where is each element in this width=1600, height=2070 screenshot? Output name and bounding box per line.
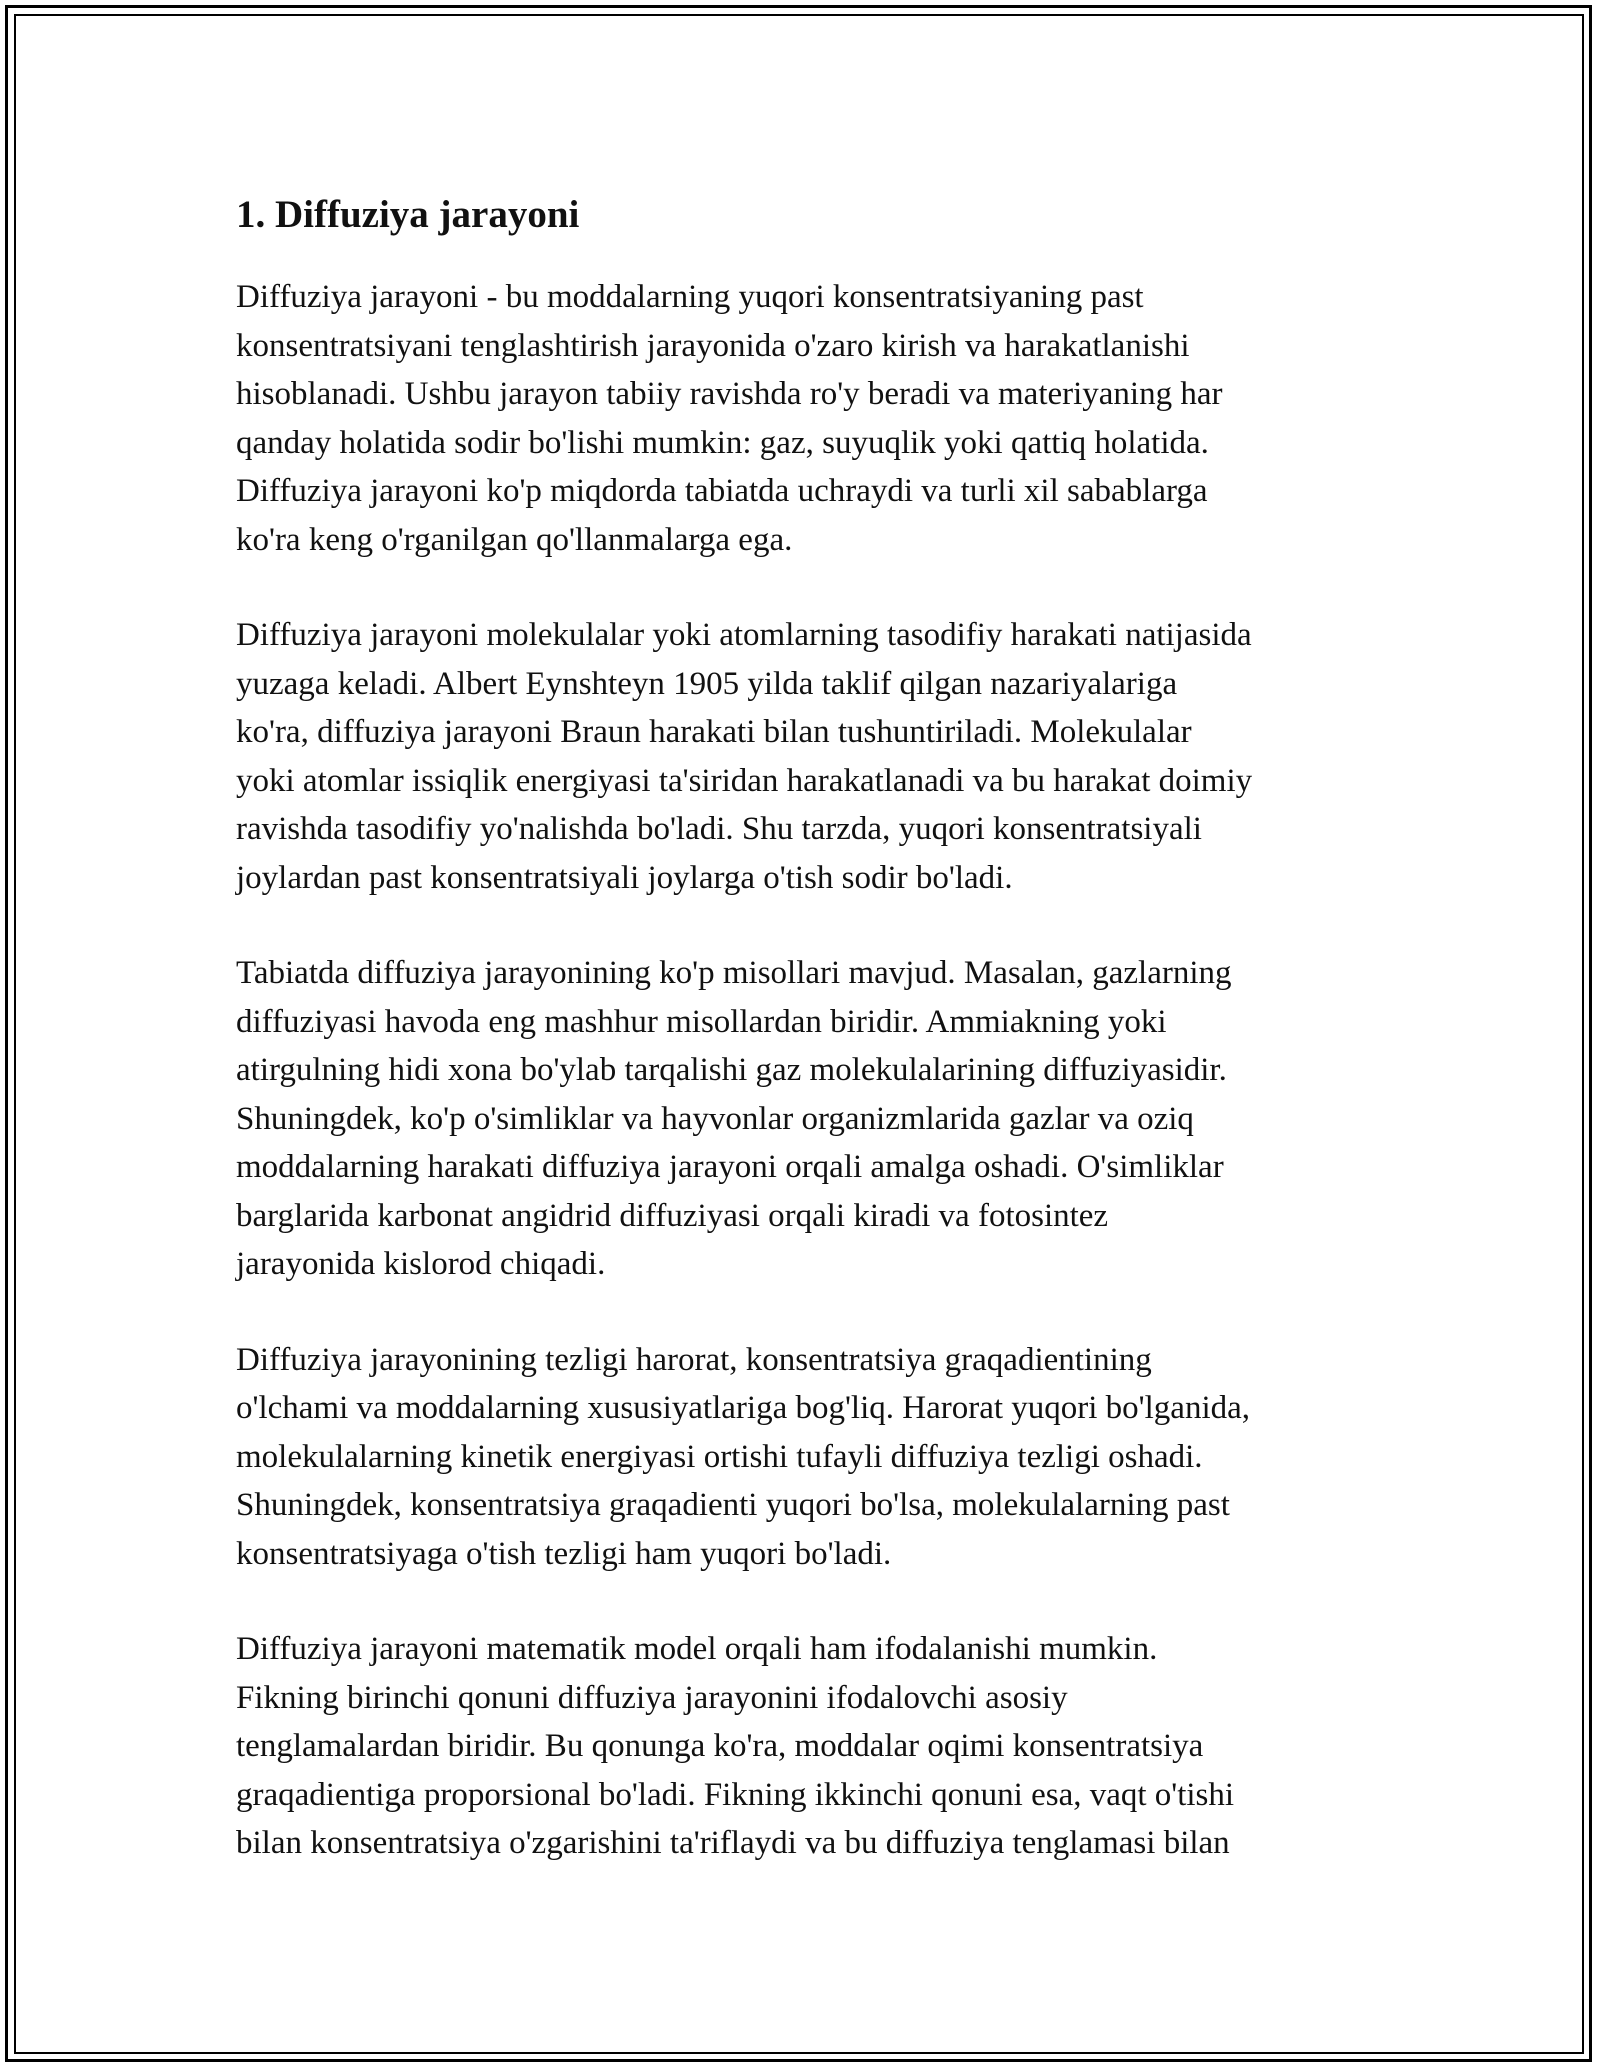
paragraph-line: jarayonida kislorod chiqadi.	[236, 1246, 606, 1282]
paragraph-line: ko'ra, diffuziya jarayoni Braun harakati bilan tushuntiriladi. Molekulalar	[236, 714, 1192, 750]
paragraph-1	[236, 273, 1384, 564]
paragraph-line: molekulalarning kinetik energiyasi ortishi tufayli diffuziya tezligi oshadi.	[236, 1438, 1203, 1475]
paragraph-line: Diffuziya jarayoni molekulalar yoki atomlarning tasodifiy harakati natijasida	[236, 617, 1252, 653]
paragraph-line: barglarida karbonat angidrid diffuziyasi orqali kiradi va fotosintez	[236, 1197, 1109, 1234]
paragraph-line: konsentratsiyaga o'tish tezligi ham yuqori bo'ladi.	[236, 1535, 892, 1572]
paragraph-line: Diffuziya jarayonining tezligi harorat, konsentratsiya graqadientining	[236, 1341, 1152, 1378]
paragraph-line: Shuningdek, konsentratsiya graqadienti yuqori bo'lsa, molekulalarning past	[236, 1487, 1230, 1523]
paragraph-3	[236, 949, 1384, 1289]
paragraph-line: konsentratsiyani tenglashtirish jarayonida o'zaro kirish va harakatlanishi	[236, 327, 1190, 364]
paragraph-line: moddalarning harakati diffuziya jarayoni orqali amalga oshadi. O'simliklar	[236, 1149, 1224, 1185]
paragraph-line: joylardan past konsentratsiyali joylarga o'tish sodir bo'ladi.	[236, 859, 1013, 896]
paragraph-line: diffuziyasi havoda eng mashhur misollardan biridir. Ammiakning yoki	[236, 1003, 1167, 1040]
paragraph-line: Shuningdek, ko'p o'simliklar va hayvonlar organizmlarida gazlar va oziq	[236, 1100, 1194, 1137]
paragraph-line: graqadientiga proporsional bo'ladi. Fikning ikkinchi qonuni esa, vaqt o'tishi	[236, 1776, 1235, 1813]
paragraph-line: qanday holatida sodir bo'lishi mumkin: gaz, suyuqlik yoki qattiq holatida.	[236, 424, 1209, 461]
paragraph-line: yuzaga keladi. Albert Eynshteyn 1905 yilda taklif qilgan nazariyalariga	[236, 665, 1178, 702]
document-body	[236, 185, 1384, 1915]
paragraph-line: yoki atomlar issiqlik energiyasi ta'siridan harakatlanadi va bu harakat doimiy	[236, 762, 1253, 799]
paragraph-line: ko'ra keng o'rganilgan qo'llanmalarga ega.	[236, 521, 793, 558]
paragraph-line: Tabiatda diffuziya jarayonining ko'p misollari mavjud. Masalan, gazlarning	[236, 955, 1232, 991]
paragraph-line: Diffuziya jarayoni ko'p miqdorda tabiatda uchraydi va turli xil sabablarga	[236, 473, 1208, 509]
paragraph-5	[236, 1625, 1384, 1868]
paragraph-line: Fikning birinchi qonuni diffuziya jarayonini ifodalovchi asosiy	[236, 1679, 1068, 1716]
paragraph-line: Diffuziya jarayoni - bu moddalarning yuqori konsentratsiyaning past	[236, 279, 1144, 315]
paragraph-line: bilan konsentratsiya o'zgarishini ta'riflaydi va bu diffuziya tenglamasi bilan	[236, 1825, 1230, 1861]
paragraph-line: hisoblanadi. Ushbu jarayon tabiiy ravishda ro'y beradi va materiyaning har	[236, 376, 1223, 412]
paragraph-2	[236, 611, 1384, 902]
paragraph-line: atirgulning hidi xona bo'ylab tarqalishi gaz molekulalarining diffuziyasidir.	[236, 1052, 1227, 1088]
section-heading: 1. Diffuziya jarayoni	[236, 193, 580, 236]
paragraph-line: ravishda tasodifiy yo'nalishda bo'ladi. Shu tarzda, yuqori konsentratsiyali	[236, 811, 1202, 847]
paragraph-line: tenglamalardan biridir. Bu qonunga ko'ra, moddalar oqimi konsentratsiya	[236, 1728, 1204, 1764]
paragraph-4	[236, 1336, 1384, 1579]
paragraph-line: o'lchami va moddalarning xususiyatlariga bog'liq. Harorat yuqori bo'lganida,	[236, 1390, 1251, 1426]
paragraph-line: Diffuziya jarayoni matematik model orqali ham ifodalanishi mumkin.	[236, 1631, 1158, 1667]
